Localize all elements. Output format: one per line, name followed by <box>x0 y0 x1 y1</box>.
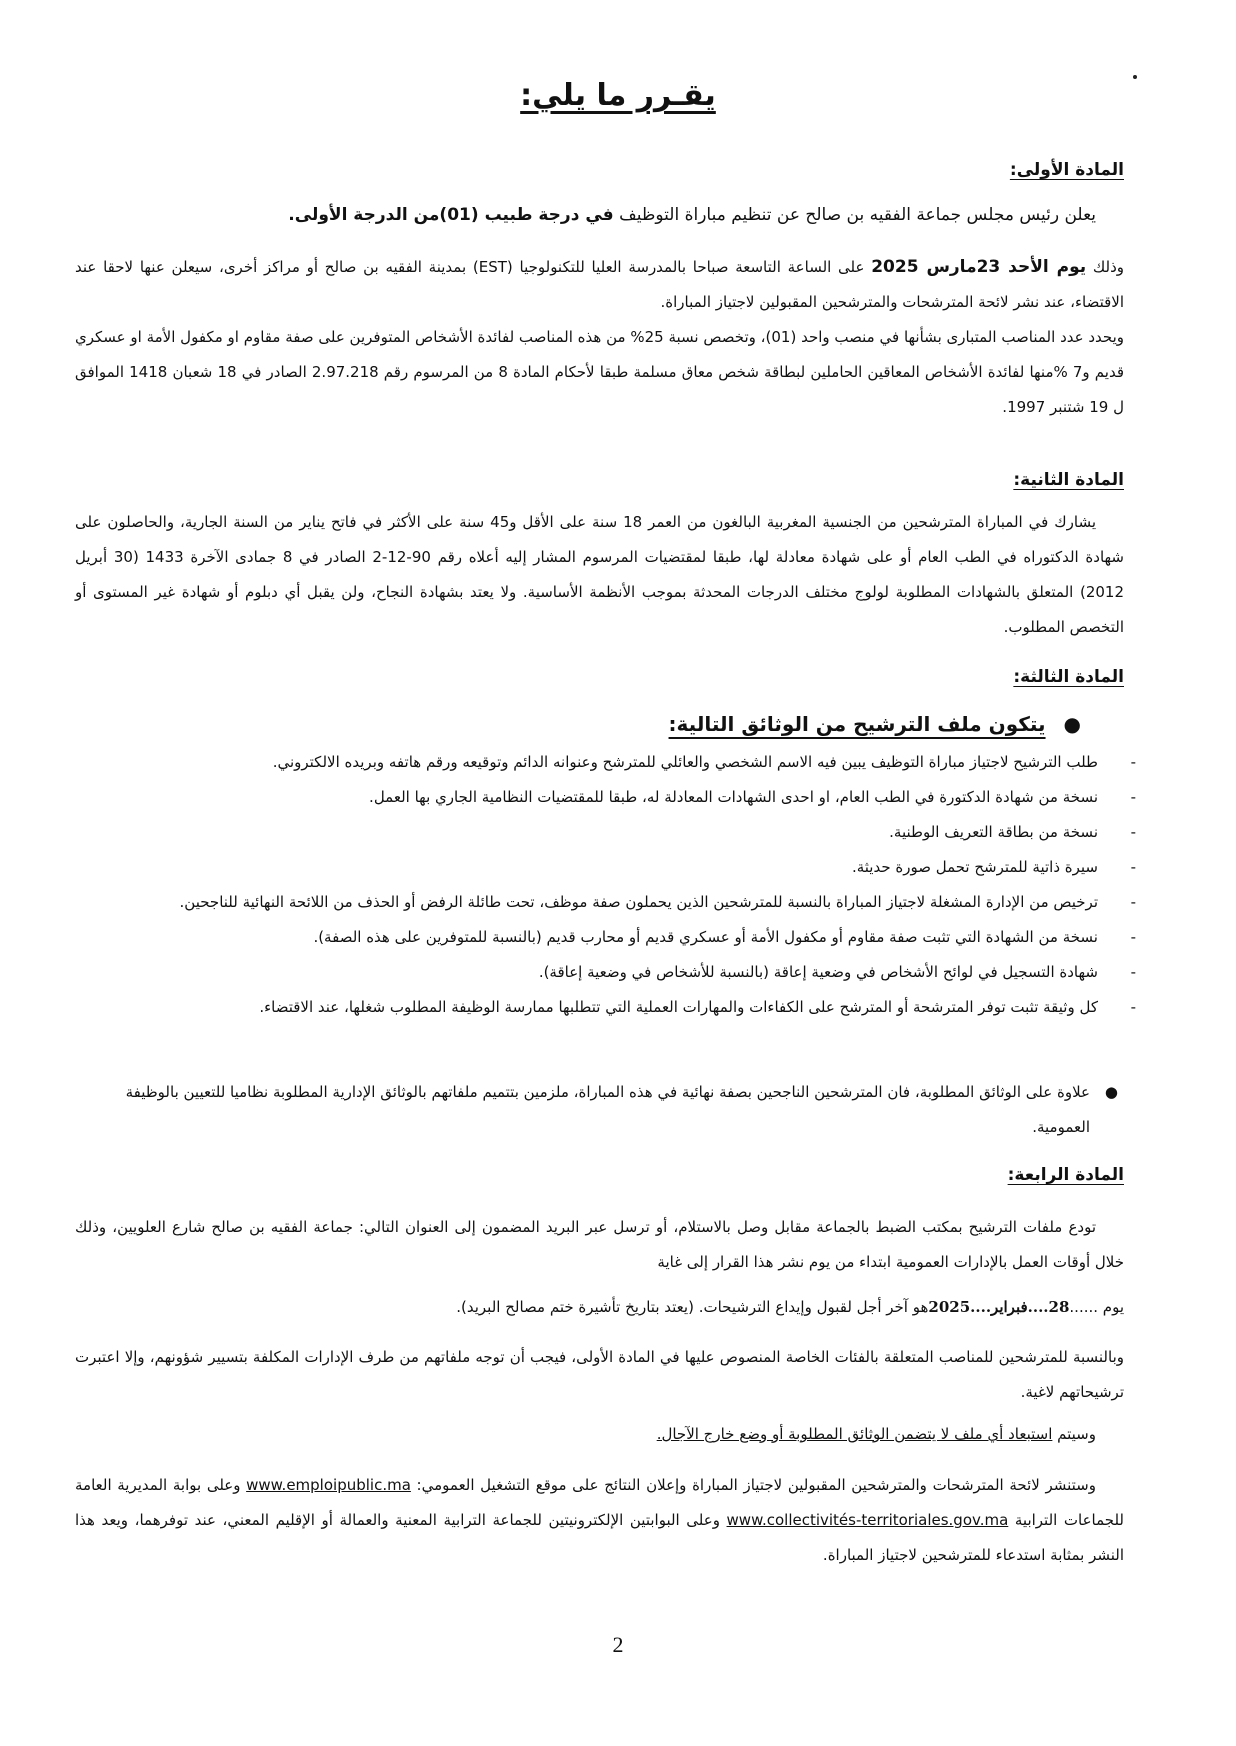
exclusion-line: وسيتم استبعاد أي ملف لا يتضمن الوثائق المطلوبة أو وضع خارج الآجال. <box>656 1425 1096 1443</box>
article-1-paragraph-1: وذلك يوم الأحد 23مارس 2025 على الساعة التاسعة صباحا بالمدرسة العليا للتكنولوجيا (EST) بمدينة الفقيه بن صالح أو مراكز أخرى، سيعلن عنها لاحقا عند الاقتضاء، عند نشر لائحة المترشحات والمترشحين المقبولين لاجتياز المباراة. <box>75 257 1124 311</box>
dash-icon: - <box>1130 858 1136 876</box>
article-2-paragraph: يشارك في المباراة المترشحين من الجنسية المغربية البالغون من العمر 18 سنة على الأقل و45 سنة على الأكثر في فاتح يناير من السنة الجارية، والحاصلون على شهادة الدكتوراه في الطب العام أو على شهادة معادلة لها، طبقا لمقتضيات المرسوم المشار إليه أعلاه رقم 90-12-2 الصادر في 8 جمادى الآخرة 1433 (30 أبريل 2012) المتعلق بالشهادات المطلوبة لولوج مختلف الدرجات المحدثة بموجب الأنظمة الأساسية. ولا يعتد بشهادة النجاح، ولن يقبل أي دبلوم أو شهادة غير المستوى أو التخصص المطلوب. <box>75 513 1124 636</box>
article-4-heading: المادة الرابعة: <box>1007 1165 1124 1185</box>
list-item: - ترخيص من الإدارة المشغلة لاجتياز المباراة بالنسبة للمترشحين الذين يحملون صفة موظف، تحت طائلة الرفض أو الحذف من اللائحة النهائية للناجحين. <box>100 885 1136 920</box>
article-1-paragraph-2: ويحدد عدد المناصب المتبارى بشأنها في منصب واحد (01)، وتخصص نسبة 25% من هذه المناصب لفائدة الأشخاص المتوفرين على صفة مقاوم او مكفول الأمة او عسكري قديم و7 %منها لفائدة الأشخاص المعاقين الحاملين لبطاقة شخص معاق مسلمة طبقا لأحكام المادة 8 من المرسوم رقم 2.97.218 الصادر في 18 شعبان 1418 الموافق ل 19 شتنبر 1997. <box>75 328 1125 416</box>
dash-icon: - <box>1130 753 1136 771</box>
page-title: يقـرر ما يلي: <box>520 78 716 113</box>
list-item: - كل وثيقة تثبت توفر المترشحة أو المترشح على الكفاءات والمهارات العملية التي تتطلبها ممارسة الوظيفة المطلوب شغلها، عند الاقتضاء. <box>100 990 1136 1025</box>
bullet-icon: ● <box>1063 712 1081 736</box>
dash-icon: - <box>1130 893 1136 911</box>
emploipublic-link[interactable]: www.emploipublic.ma <box>246 1476 411 1494</box>
deadline-line: يوم ......28....فبراير....2025هو آخر أجل لقبول وإيداع الترشيحات. (يعتد بتاريخ تأشيرة ختم مصالح البريد). <box>456 1298 1124 1316</box>
article-1-heading: المادة الأولى: <box>1009 160 1124 180</box>
list-item: - سيرة ذاتية للمترشح تحمل صورة حديثة. <box>100 850 1136 885</box>
dash-icon: - <box>1130 963 1136 981</box>
dash-icon: - <box>1130 998 1136 1016</box>
dash-icon: - <box>1130 788 1136 806</box>
page-number: 2 <box>612 1632 624 1657</box>
list-item: - نسخة من بطاقة التعريف الوطنية. <box>100 815 1136 850</box>
article-1-lead: يعلن رئيس مجلس جماعة الفقيه بن صالح عن تنظيم مباراة التوظيف في درجة طبيب (01)من الدرجة الأولى. <box>288 205 1096 225</box>
additional-documents-note: ● علاوة على الوثائق المطلوبة، فان المترشحين الناجحين بصفة نهائية في هذه المباراة، ملزمين بتتميم ملفاتهم بالوثائق الإدارية المطلوبة نظاميا للتعيين بالوظيفة العمومية. <box>110 1075 1124 1145</box>
dash-icon: - <box>1130 928 1136 946</box>
list-item: - طلب الترشيح لاجتياز مباراة التوظيف يبين فيه الاسم الشخصي والعائلي للمترشح وعنوانه الدائم وتوقيعه ورقم هاتفه وبريده الالكتروني. <box>100 745 1136 780</box>
bullet-icon: ● <box>1104 1083 1118 1101</box>
article-4-paragraph-1: تودع ملفات الترشيح بمكتب الضبط بالجماعة مقابل وصل بالاستلام، أو ترسل عبر البريد المضمون إلى العنوان التالي: جماعة الفقيه بن صالح شارع العلويين، وذلك خلال أوقات العمل بالإدارات العمومية ابتداء من يوم نشر هذا القرار إلى غاية <box>75 1218 1124 1271</box>
article-4-paragraph-2: وبالنسبة للمترشحين للمناصب المتعلقة بالفئات الخاصة المنصوص عليها في المادة الأولى، فيجب أن توجه ملفاتهم من طرف الإدارات المكلفة بتسيير شؤونهم، وإلا اعتبرت ترشيحاتهم لاغية. <box>75 1348 1124 1401</box>
list-item: - نسخة من الشهادة التي تثبت صفة مقاوم أو مكفول الأمة أو عسكري قديم أو محارب قديم (بالنسبة للمتوفرين على هذه الصفة). <box>100 920 1136 955</box>
documents-subheading: ●يتكون ملف الترشيح من الوثائق التالية: <box>668 712 1081 736</box>
list-item: - شهادة التسجيل في لوائح الأشخاص في وضعية إعاقة (بالنسبة للأشخاص في وضعية إعاقة). <box>100 955 1136 990</box>
dash-icon: - <box>1130 823 1136 841</box>
collectivites-link[interactable]: www.collectivités-territoriales.gov.ma <box>726 1511 1009 1529</box>
article-3-heading: المادة الثالثة: <box>1013 667 1124 687</box>
article-4-paragraph-3: وستنشر لائحة المترشحات والمترشحين المقبولين لاجتياز المباراة وإعلان النتائج على موقع التشغيل العمومي: www.emploipublic.ma وعلى بوابة المديرية العامة للجماعات الترابية www.collectivités-territoriales.gov.ma وعلى البوابتين الإلكترونيتين للجماعة الترابية المعنية والعمالة أو الإقليم المعني، عند توفرهما، ويعد هذا النشر بمثابة استدعاء للمترشحين لاجتياز المباراة. <box>75 1476 1124 1564</box>
list-item: - نسخة من شهادة الدكتورة في الطب العام، او احدى الشهادات المعادلة له، طبقا للمقتضيات النظامية الجاري بها العمل. <box>100 780 1136 815</box>
deadline-stamp: 28....فبراير....2025 <box>928 1298 1070 1316</box>
article-2-heading: المادة الثانية: <box>1013 470 1124 490</box>
required-documents-list <box>100 745 1136 1025</box>
